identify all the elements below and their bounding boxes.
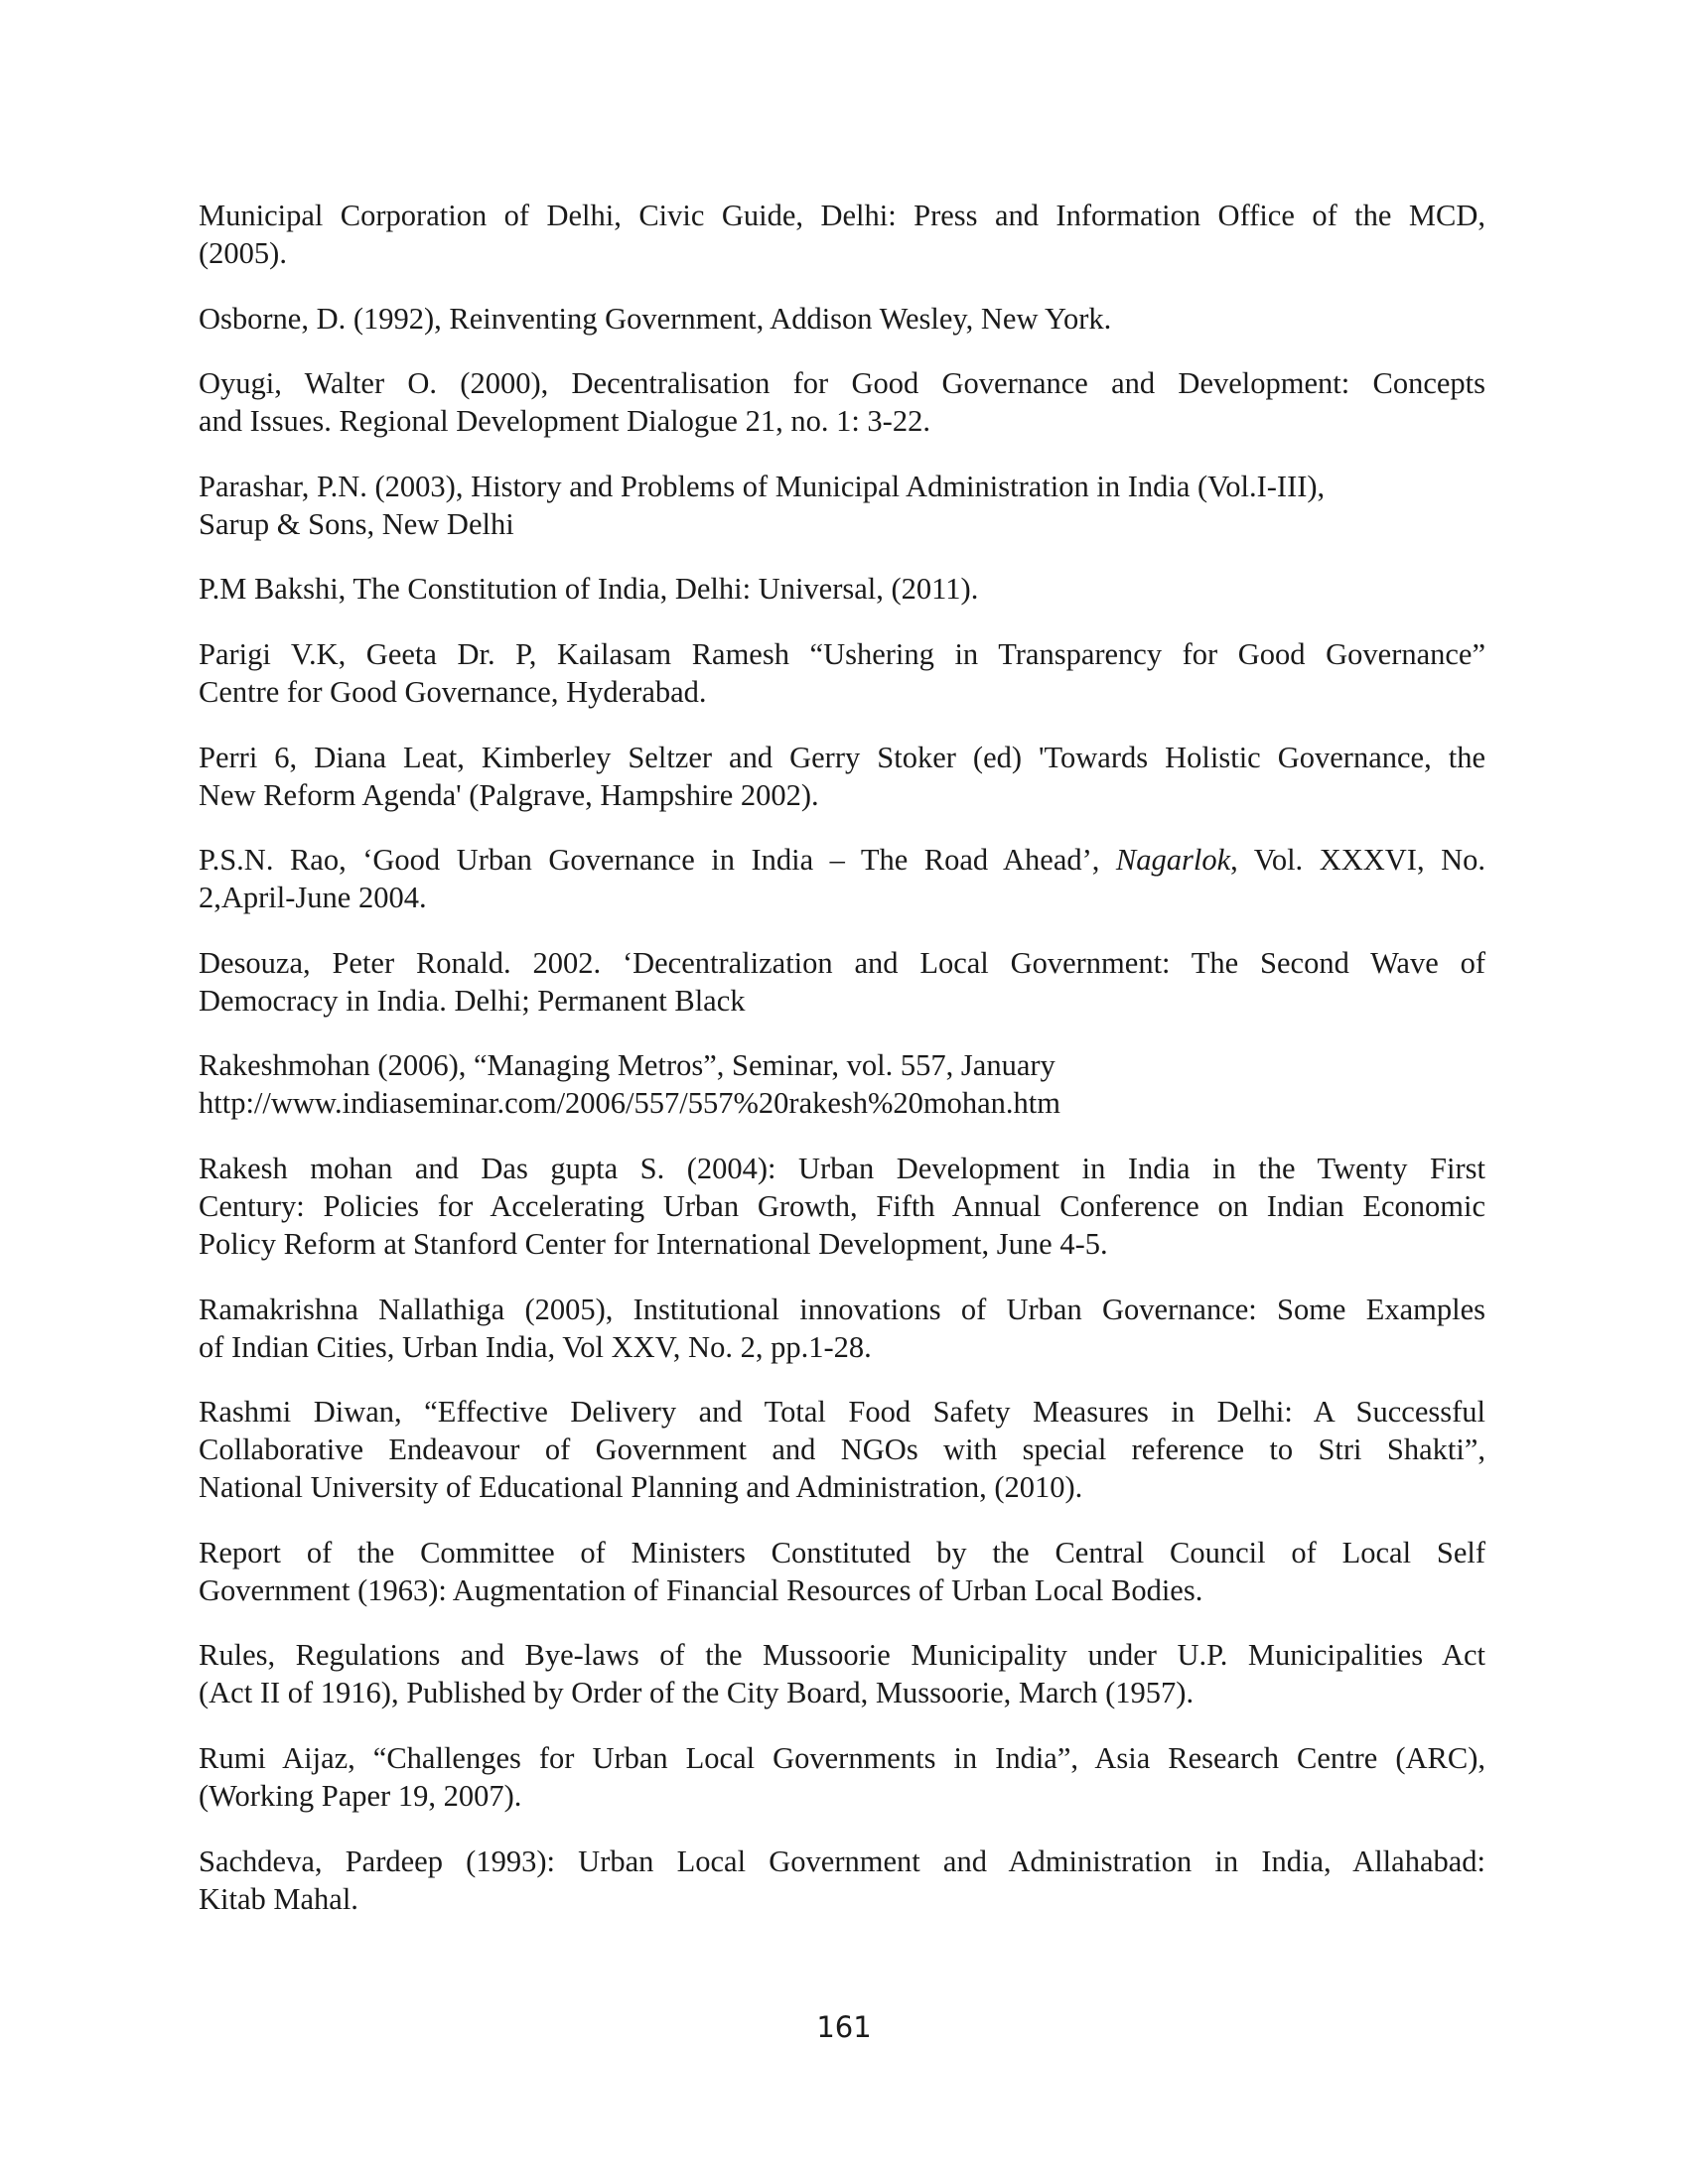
reference-line: Report of the Committee of Ministers Constituted by the Central Council of Local Self <box>199 1535 1485 1570</box>
reference-entry-mohan-dasgupta <box>199 1150 1485 1263</box>
reference-line: and Issues. Regional Development Dialogue 21, no. 1: 3-22. <box>199 404 930 439</box>
reference-text: P.S.N. Rao, ‘Good Urban Governance in India – The Road Ahead’, <box>199 843 1116 878</box>
reference-line: (Working Paper 19, 2007). <box>199 1778 522 1813</box>
reference-line: Kitab Mahal. <box>199 1881 358 1916</box>
reference-list <box>199 197 1485 1918</box>
reference-entry-mussoorie <box>199 1636 1485 1711</box>
reference-line: Rakesh mohan and Das gupta S. (2004): Urban Development in India in the Twenty First <box>199 1151 1485 1185</box>
reference-line: Perri 6, Diana Leat, Kimberley Seltzer and Gerry Stoker (ed) 'Towards Holistic Governance, the <box>199 740 1485 774</box>
reference-line: Century: Policies for Accelerating Urban Growth, Fifth Annual Conference on Indian Economic <box>199 1188 1485 1223</box>
reference-entry-committee <box>199 1534 1485 1609</box>
reference-line: Centre for Good Governance, Hyderabad. <box>199 674 707 709</box>
reference-line: Rumi Aijaz, “Challenges for Urban Local Governments in India”, Asia Research Centre (ARC), <box>199 1740 1485 1775</box>
reference-entry-desouza <box>199 944 1485 1020</box>
reference-line: Parashar, P.N. (2003), History and Problems of Municipal Administration in India (Vol.I-III), <box>199 469 1326 503</box>
reference-line: Oyugi, Walter O. (2000), Decentralisation for Good Governance and Development: Concepts <box>199 366 1485 401</box>
reference-line: National University of Educational Planning and Administration, (2010). <box>199 1470 1083 1505</box>
reference-line <box>199 879 1485 916</box>
reference-entry-rao <box>199 841 1485 916</box>
reference-entry-osborne <box>199 300 1485 338</box>
reference-entry-nallathiga <box>199 1291 1485 1366</box>
reference-line: Sachdeva, Pardeep (1993): Urban Local Government and Administration in India, Allahabad: <box>199 1843 1485 1878</box>
reference-line: Rashmi Diwan, “Effective Delivery and Total Food Safety Measures in Delhi: A Successful <box>199 1395 1485 1430</box>
reference-line: (2005). <box>199 236 287 270</box>
reference-entry-sachdeva <box>199 1843 1485 1918</box>
reference-line: Collaborative Endeavour of Government and NGOs with special reference to Stri Shakti”, <box>199 1433 1485 1467</box>
reference-line: Rakeshmohan (2006), “Managing Metros”, Seminar, vol. 557, January <box>199 1048 1055 1083</box>
journal-title: Nagarlok <box>1115 843 1231 878</box>
reference-line: Sarup & Sons, New Delhi <box>199 506 514 541</box>
reference-line: Osborne, D. (1992), Reinventing Government, Addison Wesley, New York. <box>199 301 1112 336</box>
reference-entry-bakshi <box>199 570 1485 608</box>
reference-line: http://www.indiaseminar.com/2006/557/557%20rakesh%20mohan.htm <box>199 1086 1060 1121</box>
reference-entry-parashar <box>199 468 1485 543</box>
reference-line <box>199 841 1485 879</box>
reference-entry-diwan <box>199 1393 1485 1506</box>
reference-line: of Indian Cities, Urban India, Vol XXV, No. 2, pp.1-28. <box>199 1329 872 1364</box>
reference-line: P.M Bakshi, The Constitution of India, Delhi: Universal, (2011). <box>199 572 979 607</box>
reference-entry-mcd <box>199 197 1485 272</box>
reference-line: New Reform Agenda' (Palgrave, Hampshire 2002). <box>199 777 819 812</box>
reference-entry-oyugi <box>199 364 1485 440</box>
reference-text: 2,April-June 2004. <box>199 881 427 915</box>
page-number: 161 <box>816 2010 872 2044</box>
reference-line: Parigi V.K, Geeta Dr. P, Kailasam Ramesh “Ushering in Transparency for Good Governance” <box>199 636 1485 671</box>
reference-entry-aijaz <box>199 1739 1485 1815</box>
reference-line: Municipal Corporation of Delhi, Civic Guide, Delhi: Press and Information Office of the MCD, <box>199 199 1485 232</box>
reference-line: Desouza, Peter Ronald. 2002. ‘Decentralization and Local Government: The Second Wave of <box>199 945 1485 980</box>
reference-text: , Vol. XXXVI, No. <box>1230 843 1485 878</box>
bibliography-page <box>199 197 1485 1945</box>
reference-entry-rakeshmohan <box>199 1046 1485 1122</box>
reference-line: Ramakrishna Nallathiga (2005), Institutional innovations of Urban Governance: Some Examples <box>199 1292 1485 1326</box>
reference-line: Democracy in India. Delhi; Permanent Black <box>199 983 746 1018</box>
reference-line: Policy Reform at Stanford Center for International Development, June 4-5. <box>199 1226 1108 1261</box>
reference-entry-parigi <box>199 635 1485 711</box>
reference-line: Government (1963): Augmentation of Financial Resources of Urban Local Bodies. <box>199 1572 1203 1607</box>
reference-entry-perri <box>199 739 1485 814</box>
reference-line: (Act II of 1916), Published by Order of the City Board, Mussoorie, March (1957). <box>199 1676 1195 1710</box>
reference-line: Rules, Regulations and Bye-laws of the Mussoorie Municipality under U.P. Municipalities Act <box>199 1638 1485 1673</box>
